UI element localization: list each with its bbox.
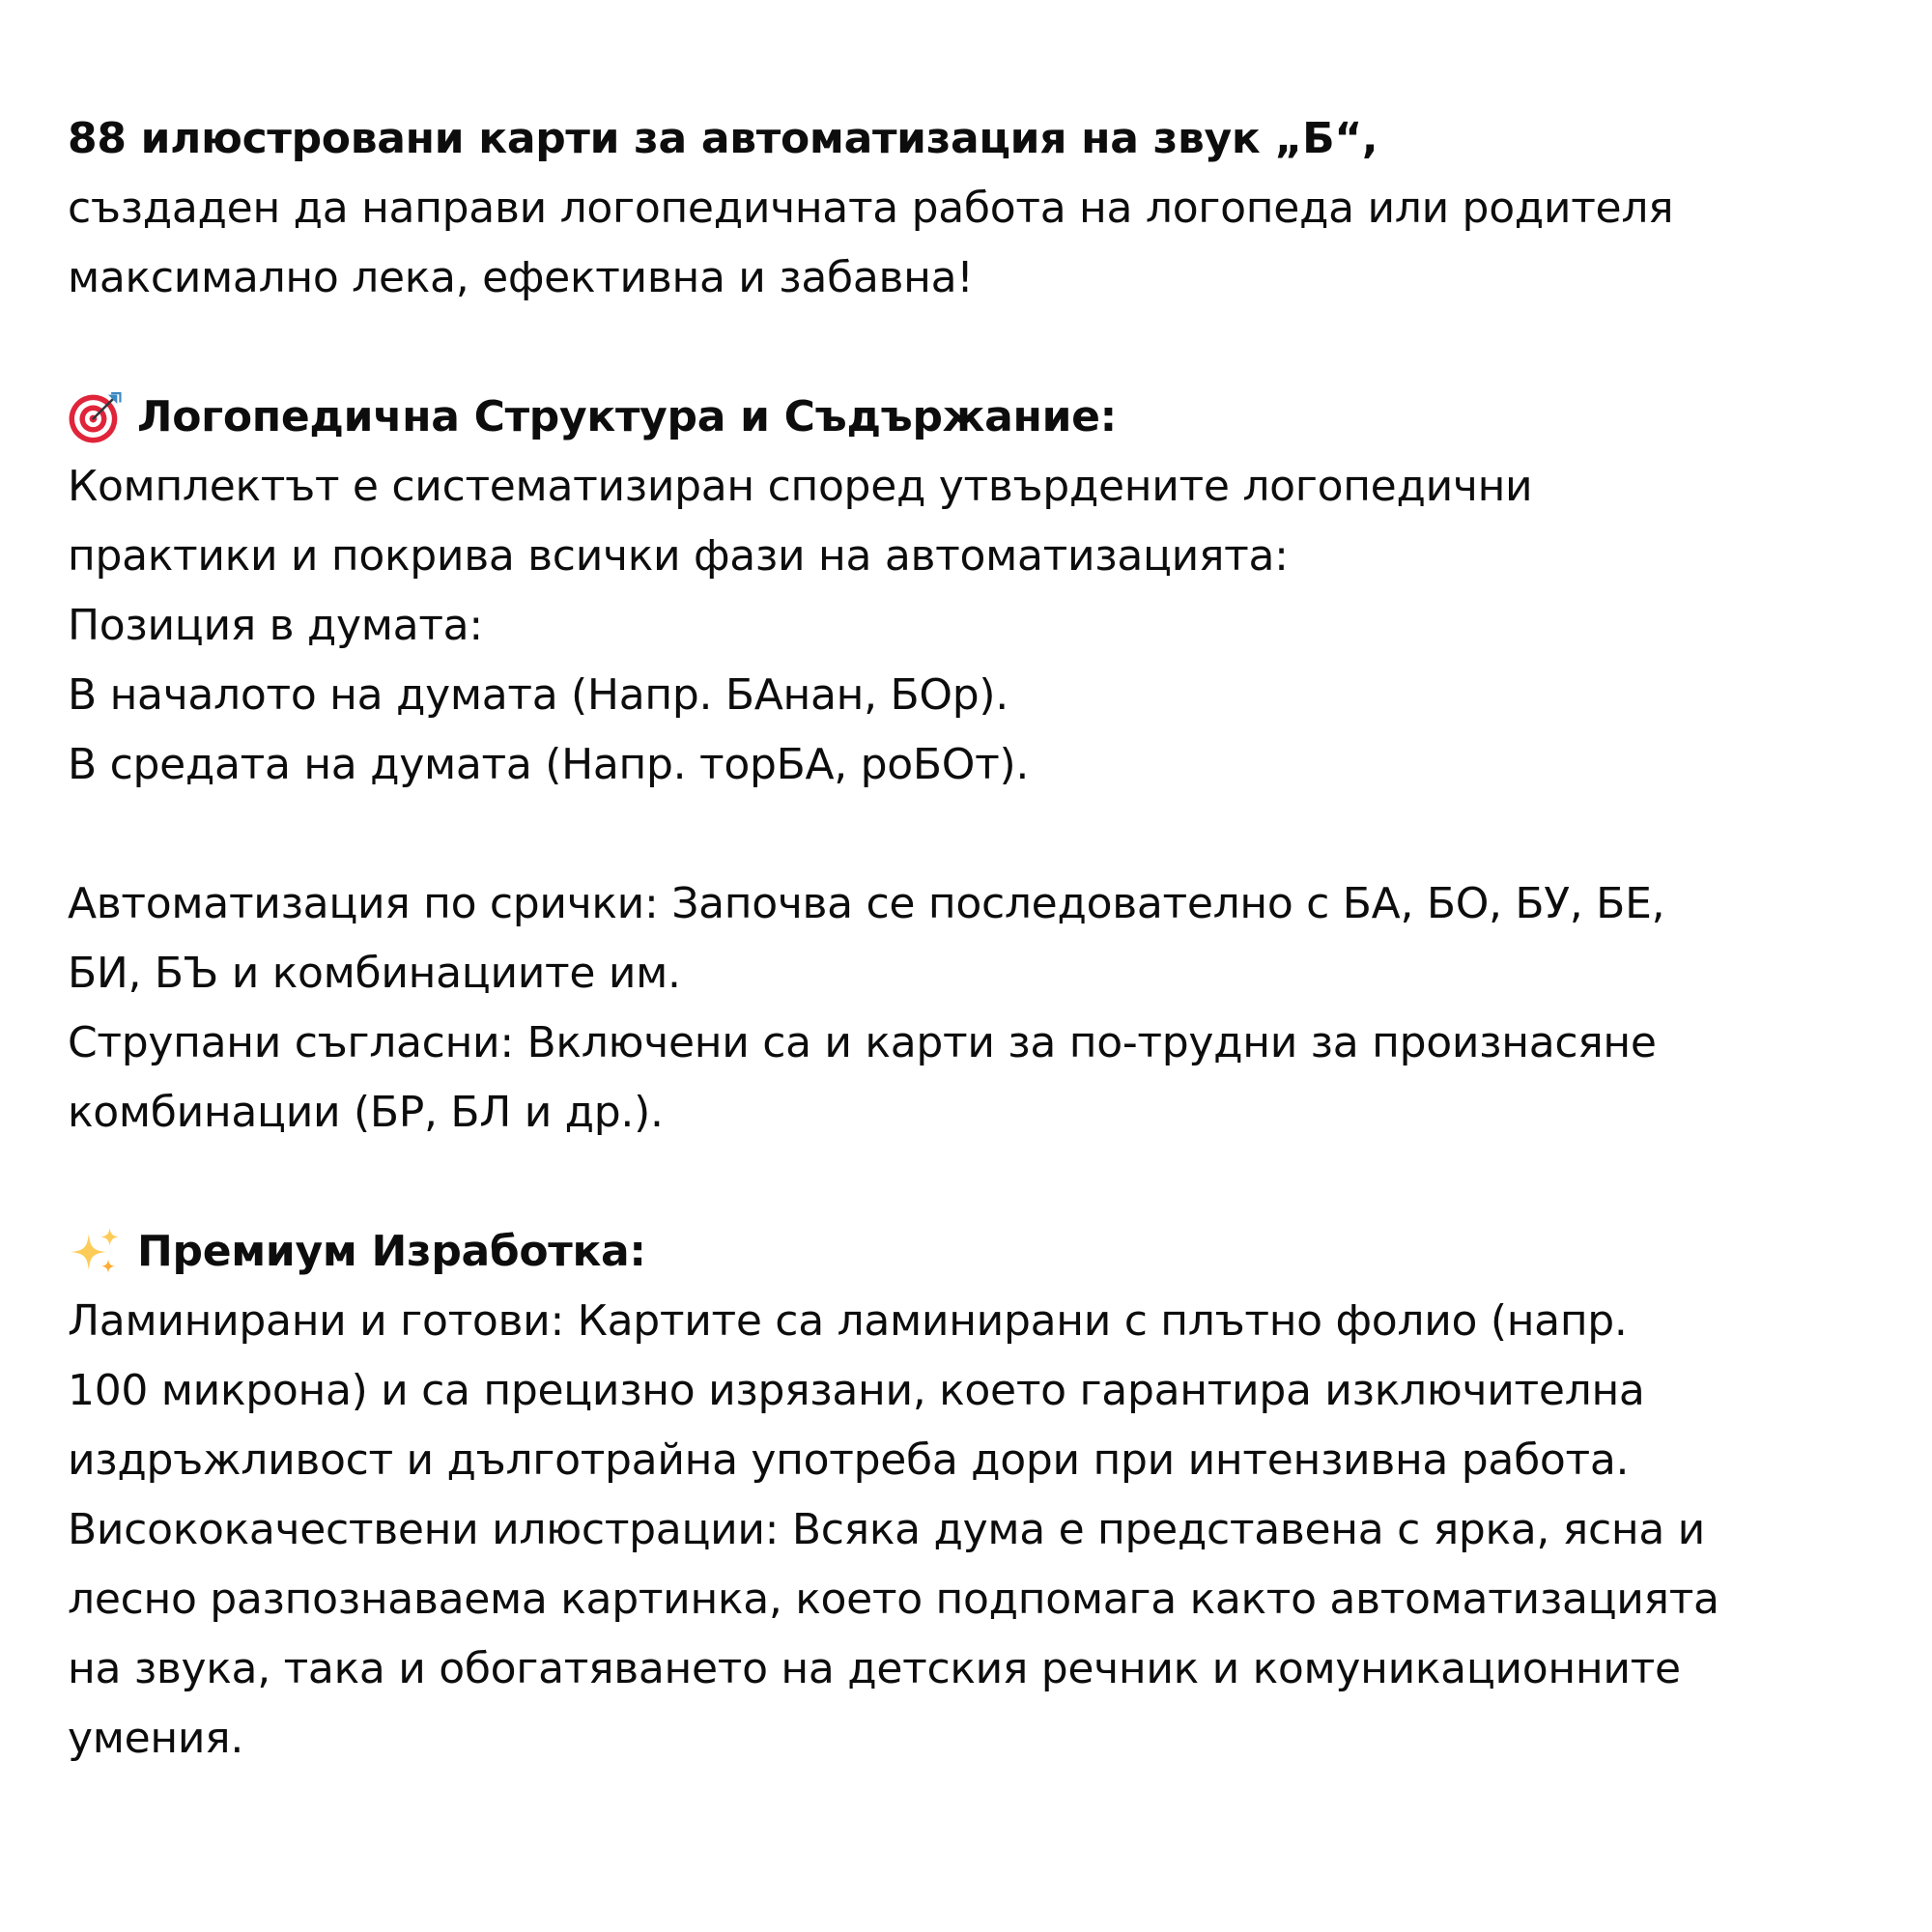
- premium-line: Висококачествени илюстрации: Всяка дума е представена с ярка, ясна и: [68, 1505, 1705, 1554]
- premium-line: умения.: [68, 1714, 244, 1763]
- target-icon: [68, 390, 122, 444]
- structure-line: практики и покрива всички фази на автоматизацията:: [68, 531, 1289, 581]
- premium-heading-text: Премиум Изработка:: [137, 1227, 646, 1276]
- premium-line: лесно разпознаваема картинка, което подпомага както автоматизацията: [68, 1575, 1719, 1624]
- premium-line: Ламинирани и готови: Картите са ламинирани с плътно фолио (напр.: [68, 1296, 1628, 1346]
- paragraph-gap: [68, 1148, 1874, 1217]
- sparkles-icon: [68, 1225, 122, 1279]
- premium-heading: [68, 1217, 1874, 1287]
- intro-line: максимално лека, ефективна и забавна!: [68, 253, 974, 302]
- syllables-line: БИ, БЪ и комбинациите им.: [68, 949, 681, 998]
- syllables-line: комбинации (БР, БЛ и др.).: [68, 1088, 664, 1137]
- structure-heading: [68, 383, 1874, 452]
- syllables-line: Струпани съгласни: Включени са и карти за по-трудни за произнасяне: [68, 1018, 1657, 1067]
- premium-line: 100 микрона) и са прецизно изрязани, което гарантира изключителна: [68, 1366, 1645, 1415]
- paragraph-gap: [68, 313, 1874, 383]
- structure-heading-text: Логопедична Структура и Съдържание:: [137, 392, 1117, 441]
- premium-line: на звука, така и обогатяването на детския речник и комуникационните: [68, 1644, 1681, 1693]
- intro-line: създаден да направи логопедичната работа на логопеда или родителя: [68, 184, 1674, 233]
- premium-line: издръжливост и дълготрайна употреба дори при интензивна работа.: [68, 1435, 1630, 1485]
- structure-line: В средата на думата (Напр. торБА, роБОт).: [68, 740, 1030, 789]
- structure-line: В началото на думата (Напр. БАнан, БОр).: [68, 670, 1009, 720]
- paragraph-gap: [68, 800, 1874, 869]
- structure-line: Позиция в думата:: [68, 601, 483, 650]
- syllables-line: Автоматизация по срички: Започва се последователно с БА, БО, БУ, БЕ,: [68, 879, 1665, 928]
- intro-title: 88 илюстровани карти за автоматизация на звук „Б“,: [68, 114, 1378, 163]
- structure-line: Комплектът е систематизиран според утвърдените логопедични: [68, 462, 1533, 511]
